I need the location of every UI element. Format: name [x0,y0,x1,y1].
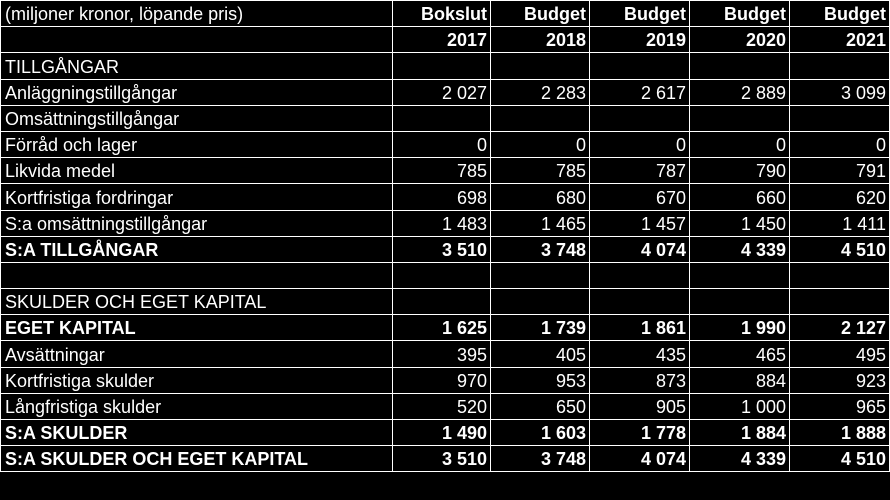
value-cell: 1 457 [590,210,690,236]
value-cell: 0 [393,131,491,157]
row-label: Likvida medel [1,158,393,184]
table-row [1,105,890,131]
row-label: SKULDER OCH EGET KAPITAL [1,289,393,315]
value-cell [491,105,590,131]
value-cell: 620 [790,184,890,210]
row-label: S:a omsättningstillgångar [1,210,393,236]
value-cell: 953 [491,367,590,393]
balance-sheet-body [1,1,890,472]
value-cell: 1 000 [690,393,790,419]
value-cell [393,53,491,79]
value-cell: 4 339 [690,446,790,472]
table-row [1,315,890,341]
value-cell [491,53,590,79]
value-cell: 0 [790,131,890,157]
value-cell [690,262,790,288]
value-cell: 791 [790,158,890,184]
value-cell: 905 [590,393,690,419]
header-cell: 2018 [491,27,590,53]
value-cell [790,105,890,131]
value-cell: 1 625 [393,315,491,341]
value-cell: 660 [690,184,790,210]
value-cell: 405 [491,341,590,367]
value-cell [393,105,491,131]
value-cell: 680 [491,184,590,210]
table-row [1,79,890,105]
value-cell: 395 [393,341,491,367]
value-cell: 1 465 [491,210,590,236]
value-cell: 1 411 [790,210,890,236]
value-cell: 4 074 [590,446,690,472]
value-cell: 2 617 [590,79,690,105]
header-cell: 2021 [790,27,890,53]
value-cell [393,262,491,288]
value-cell: 965 [790,393,890,419]
table-row [1,184,890,210]
header-cell [1,27,393,53]
table-row [1,341,890,367]
header-cell: Budget [690,1,790,27]
value-cell: 4 510 [790,236,890,262]
value-cell [491,289,590,315]
value-cell: 787 [590,158,690,184]
table-row [1,367,890,393]
value-cell [690,105,790,131]
header-row [1,1,890,27]
value-cell: 2 889 [690,79,790,105]
value-cell: 1 888 [790,420,890,446]
value-cell: 1 450 [690,210,790,236]
header-cell: 2019 [590,27,690,53]
value-cell: 3 510 [393,236,491,262]
value-cell [690,289,790,315]
row-label: TILLGÅNGAR [1,53,393,79]
value-cell: 435 [590,341,690,367]
table-row [1,289,890,315]
row-label: Omsättningstillgångar [1,105,393,131]
value-cell: 670 [590,184,690,210]
value-cell: 3 099 [790,79,890,105]
value-cell [590,53,690,79]
value-cell: 4 339 [690,236,790,262]
value-cell: 2 283 [491,79,590,105]
value-cell: 495 [790,341,890,367]
value-cell: 465 [690,341,790,367]
table-row [1,236,890,262]
value-cell: 520 [393,393,491,419]
value-cell: 785 [393,158,491,184]
value-cell: 0 [491,131,590,157]
value-cell: 0 [690,131,790,157]
value-cell: 873 [590,367,690,393]
header-cell: 2020 [690,27,790,53]
table-row [1,262,890,288]
value-cell: 1 490 [393,420,491,446]
value-cell: 650 [491,393,590,419]
row-label: S:A SKULDER [1,420,393,446]
value-cell: 884 [690,367,790,393]
value-cell [393,289,491,315]
header-cell: Bokslut [393,1,491,27]
value-cell: 4 074 [590,236,690,262]
value-cell [790,53,890,79]
value-cell [690,53,790,79]
value-cell: 1 990 [690,315,790,341]
row-label: S:A TILLGÅNGAR [1,236,393,262]
table-row [1,446,890,472]
value-cell [590,105,690,131]
value-cell: 4 510 [790,446,890,472]
value-cell: 1 884 [690,420,790,446]
value-cell: 1 739 [491,315,590,341]
row-label: EGET KAPITAL [1,315,393,341]
row-label: Kortfristiga skulder [1,367,393,393]
row-label: Anläggningstillgångar [1,79,393,105]
value-cell: 1 778 [590,420,690,446]
value-cell: 3 748 [491,236,590,262]
value-cell: 1 483 [393,210,491,236]
row-label: S:A SKULDER OCH EGET KAPITAL [1,446,393,472]
value-cell: 1 861 [590,315,690,341]
value-cell: 970 [393,367,491,393]
value-cell: 790 [690,158,790,184]
value-cell [790,289,890,315]
header-cell: 2017 [393,27,491,53]
header-cell: Budget [491,1,590,27]
table-row [1,158,890,184]
value-cell [590,289,690,315]
header-cell: (miljoner kronor, löpande pris) [1,1,393,27]
value-cell: 923 [790,367,890,393]
value-cell: 0 [590,131,690,157]
header-row [1,27,890,53]
value-cell: 3 510 [393,446,491,472]
value-cell [790,262,890,288]
value-cell [491,262,590,288]
table-row [1,420,890,446]
value-cell: 698 [393,184,491,210]
value-cell: 2 127 [790,315,890,341]
row-label: Förråd och lager [1,131,393,157]
value-cell: 1 603 [491,420,590,446]
table-row [1,393,890,419]
row-label: Långfristiga skulder [1,393,393,419]
header-cell: Budget [790,1,890,27]
value-cell: 2 027 [393,79,491,105]
row-label: Kortfristiga fordringar [1,184,393,210]
row-label: Avsättningar [1,341,393,367]
value-cell [590,262,690,288]
table-row [1,210,890,236]
table-row [1,53,890,79]
header-cell: Budget [590,1,690,27]
value-cell: 3 748 [491,446,590,472]
value-cell: 785 [491,158,590,184]
row-label [1,262,393,288]
table-row [1,131,890,157]
